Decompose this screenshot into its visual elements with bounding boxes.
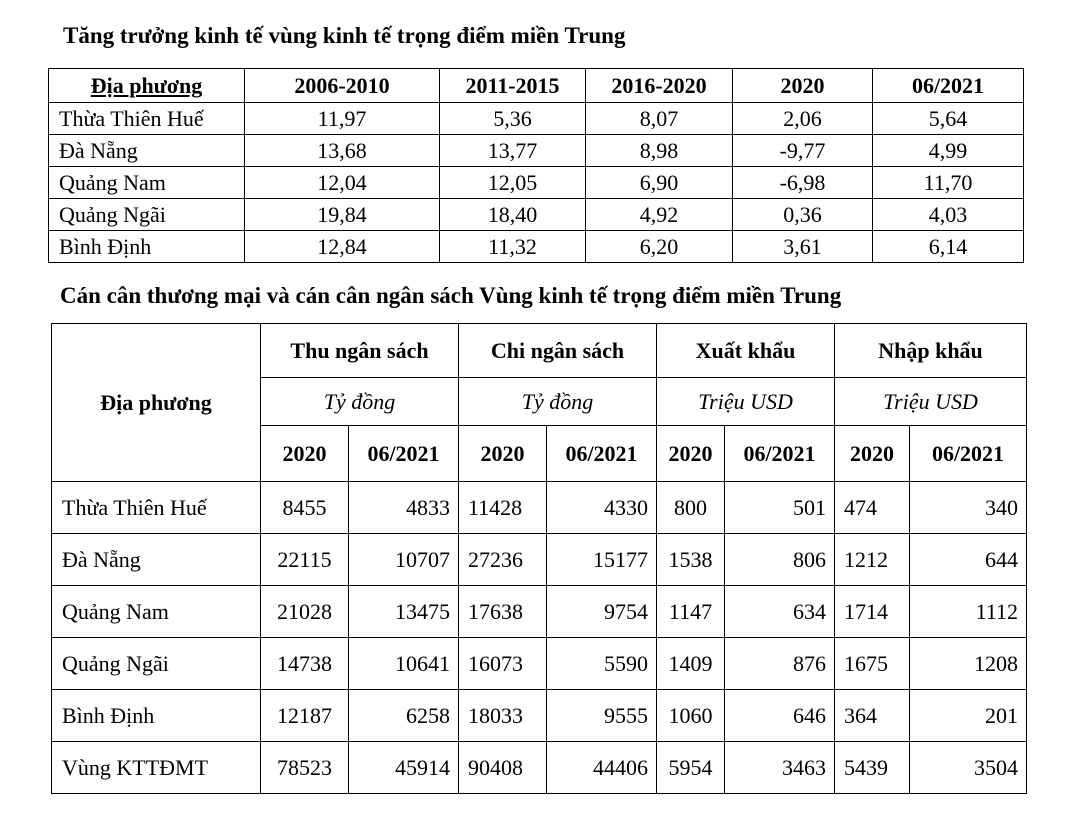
table-cell: 10641 — [349, 638, 459, 690]
header-cell: 2006-2010 — [245, 69, 440, 103]
header-cell: 06/2021 — [873, 69, 1024, 103]
row-label: Vùng KTTĐMT — [52, 742, 261, 794]
growth-table-header — [49, 69, 1024, 103]
table-cell: 9754 — [547, 586, 657, 638]
table-cell: 90408 — [459, 742, 547, 794]
table-cell: -6,98 — [733, 167, 873, 199]
row-label: Quảng Ngãi — [52, 638, 261, 690]
period-header: 2020 — [459, 426, 547, 482]
table-cell: 474 — [835, 482, 910, 534]
table-cell: 18,40 — [440, 199, 586, 231]
table-cell: 45914 — [349, 742, 459, 794]
row-label: Đà Nẵng — [49, 135, 245, 167]
unit-header: Tỷ đồng — [261, 378, 459, 426]
row-label: Quảng Ngãi — [49, 199, 245, 231]
table-cell: 12,84 — [245, 231, 440, 263]
table-cell: 340 — [910, 482, 1027, 534]
table-cell: 644 — [910, 534, 1027, 586]
table-row — [52, 690, 1027, 742]
table-cell: 4330 — [547, 482, 657, 534]
table-cell: 22115 — [261, 534, 349, 586]
table-cell: 201 — [910, 690, 1027, 742]
header-local: Địa phương — [52, 324, 261, 482]
table-cell: 18033 — [459, 690, 547, 742]
table-cell: 13475 — [349, 586, 459, 638]
period-header: 2020 — [657, 426, 725, 482]
row-label: Thừa Thiên Huế — [52, 482, 261, 534]
group-header: Thu ngân sách — [261, 324, 459, 378]
unit-header: Triệu USD — [657, 378, 835, 426]
table-cell: 12187 — [261, 690, 349, 742]
header-cell: 2016-2020 — [586, 69, 733, 103]
table-cell: 8455 — [261, 482, 349, 534]
table-cell: 1112 — [910, 586, 1027, 638]
table-row — [49, 231, 1024, 263]
table-row — [49, 135, 1024, 167]
table-cell: 12,04 — [245, 167, 440, 199]
table-cell: 6,14 — [873, 231, 1024, 263]
table-cell: 11428 — [459, 482, 547, 534]
table-cell: 10707 — [349, 534, 459, 586]
group-header: Chi ngân sách — [459, 324, 657, 378]
growth-table — [48, 68, 1024, 263]
table-cell: 6,90 — [586, 167, 733, 199]
header-cell: 2020 — [733, 69, 873, 103]
period-header: 2020 — [835, 426, 910, 482]
table-cell: 12,05 — [440, 167, 586, 199]
table-cell: -9,77 — [733, 135, 873, 167]
table-cell: 16073 — [459, 638, 547, 690]
row-label: Quảng Nam — [49, 167, 245, 199]
table-cell: 1538 — [657, 534, 725, 586]
budget-trade-table — [51, 323, 1027, 794]
group-header: Xuất khẩu — [657, 324, 835, 378]
table-cell: 634 — [725, 586, 835, 638]
row-label: Quảng Nam — [52, 586, 261, 638]
unit-header: Tỷ đồng — [459, 378, 657, 426]
table-row — [49, 103, 1024, 135]
group-header: Nhập khẩu — [835, 324, 1027, 378]
table-cell: 1060 — [657, 690, 725, 742]
table-row — [52, 586, 1027, 638]
table-cell: 21028 — [261, 586, 349, 638]
row-label: Đà Nẵng — [52, 534, 261, 586]
table-cell: 2,06 — [733, 103, 873, 135]
table-cell: 44406 — [547, 742, 657, 794]
table-cell: 6258 — [349, 690, 459, 742]
table-row — [49, 167, 1024, 199]
table1-title: Tăng trưởng kinh tế vùng kinh tế trọng điểm miền Trung — [63, 23, 626, 48]
table2-title: Cán cân thương mại và cán cân ngân sách Vùng kinh tế trọng điểm miền Trung — [60, 283, 842, 308]
table-cell: 5,64 — [873, 103, 1024, 135]
table-cell: 3504 — [910, 742, 1027, 794]
period-header: 06/2021 — [725, 426, 835, 482]
table-cell: 15177 — [547, 534, 657, 586]
table-cell: 8,98 — [586, 135, 733, 167]
header-cell: 2011-2015 — [440, 69, 586, 103]
table-cell: 800 — [657, 482, 725, 534]
table-cell: 4833 — [349, 482, 459, 534]
table-row — [52, 482, 1027, 534]
table-cell: 4,92 — [586, 199, 733, 231]
table-cell: 14738 — [261, 638, 349, 690]
table-cell: 9555 — [547, 690, 657, 742]
table-cell: 3,61 — [733, 231, 873, 263]
table-cell: 5954 — [657, 742, 725, 794]
table-cell: 501 — [725, 482, 835, 534]
table-cell: 78523 — [261, 742, 349, 794]
unit-header: Triệu USD — [835, 378, 1027, 426]
table-cell: 646 — [725, 690, 835, 742]
period-header: 06/2021 — [910, 426, 1027, 482]
table-row — [52, 742, 1027, 794]
table-cell: 806 — [725, 534, 835, 586]
table-cell: 17638 — [459, 586, 547, 638]
header-cell: Địa phương — [49, 69, 245, 103]
table-cell: 13,68 — [245, 135, 440, 167]
table-cell: 1714 — [835, 586, 910, 638]
table-cell: 3463 — [725, 742, 835, 794]
table-cell: 5439 — [835, 742, 910, 794]
row-label: Thừa Thiên Huế — [49, 103, 245, 135]
table-cell: 27236 — [459, 534, 547, 586]
period-header: 06/2021 — [349, 426, 459, 482]
table-cell: 13,77 — [440, 135, 586, 167]
table-row — [52, 534, 1027, 586]
table-cell: 1409 — [657, 638, 725, 690]
period-header: 06/2021 — [547, 426, 657, 482]
period-header: 2020 — [261, 426, 349, 482]
table-cell: 11,32 — [440, 231, 586, 263]
table-cell: 4,99 — [873, 135, 1024, 167]
table-cell: 876 — [725, 638, 835, 690]
table-cell: 6,20 — [586, 231, 733, 263]
table-cell: 1147 — [657, 586, 725, 638]
table-cell: 11,97 — [245, 103, 440, 135]
table-cell: 11,70 — [873, 167, 1024, 199]
row-label: Bình Định — [52, 690, 261, 742]
table-cell: 5,36 — [440, 103, 586, 135]
table-cell: 1208 — [910, 638, 1027, 690]
row-label: Bình Định — [49, 231, 245, 263]
table-cell: 5590 — [547, 638, 657, 690]
table-row — [52, 638, 1027, 690]
table-cell: 8,07 — [586, 103, 733, 135]
table-cell: 364 — [835, 690, 910, 742]
table-row — [49, 199, 1024, 231]
table-cell: 4,03 — [873, 199, 1024, 231]
table-cell: 1212 — [835, 534, 910, 586]
table-cell: 1675 — [835, 638, 910, 690]
table-cell: 19,84 — [245, 199, 440, 231]
table-cell: 0,36 — [733, 199, 873, 231]
